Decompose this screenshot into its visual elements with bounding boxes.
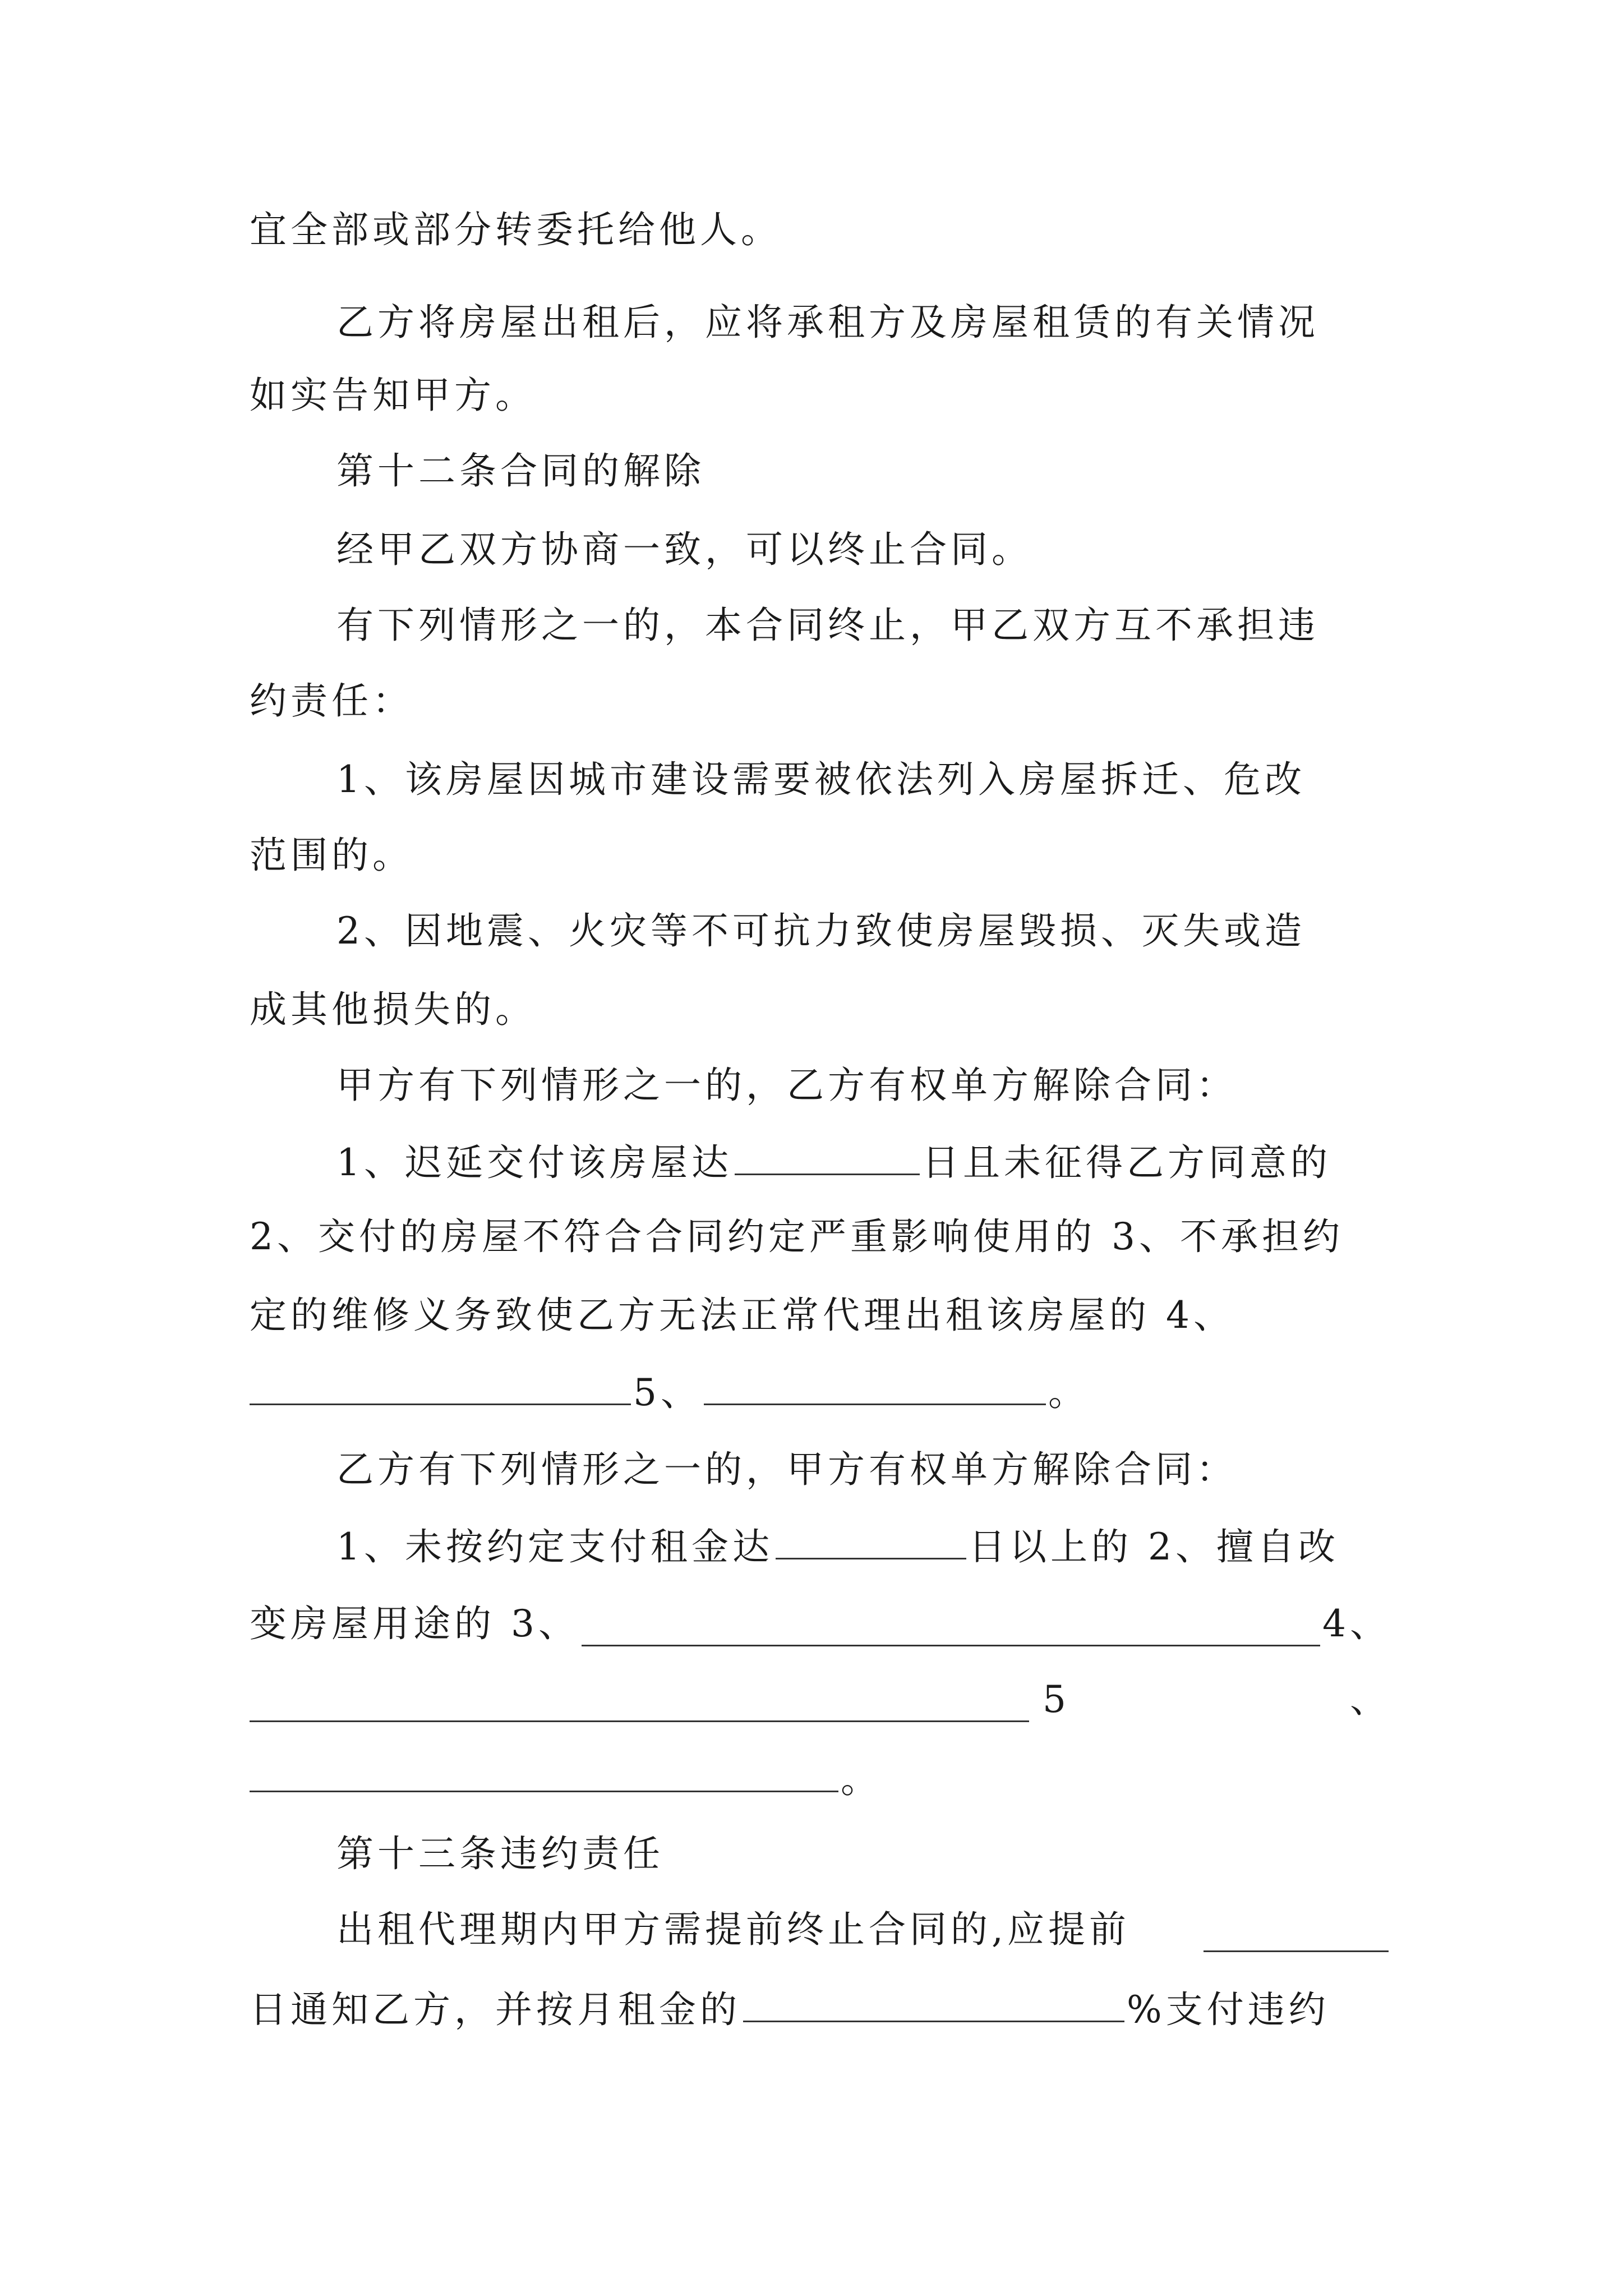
text-line [250,1369,1391,1414]
text-segment: 。 [841,1758,882,1801]
text-line: 定的维修义务致使乙方无法正常代理出租该房屋的 4、 [250,1294,1234,1337]
text-segment: 5、 [633,1371,702,1414]
text-line: 经甲乙双方协商一致，可以终止合同。 [336,528,1032,571]
fill-in-blank [735,1139,920,1175]
text-segment: 1、未按约定支付租金达 [336,1525,773,1568]
text-line: 成其他损失的。 [250,988,536,1031]
text-line: 1、该房屋因城市建设需要被依法列入房屋拆迁、危改 [336,758,1306,801]
text-segment: 。 [1048,1371,1089,1414]
text-line: 甲方有下列情形之一的，乙方有权单方解除合同： [336,1064,1237,1107]
text-line: 如实告知甲方。 [250,374,536,417]
text-line: 乙方有下列情形之一的，甲方有权单方解除合同： [336,1448,1237,1491]
text-line [250,1756,1391,1801]
fill-in-blank [250,1369,631,1405]
text-segment: 4、 [1322,1602,1391,1645]
text-segment: %支付违约 [1127,1988,1330,2031]
fill-in-blank [250,1686,1029,1722]
fill-in-blank [704,1369,1046,1405]
text-line [250,1677,1391,1722]
text-line: 有下列情形之一的，本合同终止，甲乙双方互不承担违 [336,604,1319,647]
fill-in-blank [743,1986,1124,2022]
text-line [250,1602,1391,1646]
text-line: 2、因地震、火灾等不可抗力致使房屋毁损、灭失或造 [336,909,1306,953]
fill-in-blank [1204,1916,1389,1952]
text-line [336,1139,1391,1184]
text-line: 约责任： [250,679,413,723]
text-segment: 变房屋用途的 3、 [250,1602,579,1645]
text-line: 2、交付的房屋不符合合同约定严重影响使用的 3、不承担约 [250,1215,1344,1258]
text-segment: 5 [1043,1678,1070,1721]
text-line [336,1907,1391,1952]
text-segment: 日且未征得乙方同意的 [922,1141,1331,1184]
fill-in-blank [250,1756,838,1792]
text-line: 乙方将房屋出租后，应将承租方及房屋租赁的有关情况 [336,301,1319,344]
section-heading: 第十二条合同的解除 [336,449,705,493]
text-segment: 1、迟延交付该房屋达 [336,1141,732,1184]
text-segment: 、 [1350,1678,1391,1721]
text-line: 范围的。 [250,834,413,877]
text-segment: 日通知乙方，并按月租金的 [250,1988,741,2031]
section-heading: 第十三条违约责任 [336,1832,664,1875]
text-line: 宜全部或部分转委托给他人。 [250,208,782,251]
text-line [250,1986,1391,2031]
text-segment: 出租代理期内甲方需提前终止合同的,应提前 [336,1908,1130,1951]
text-line [336,1523,1391,1568]
fill-in-blank [582,1610,1320,1646]
text-segment: 日以上的 2、擅自改 [969,1525,1339,1568]
fill-in-blank [776,1523,966,1559]
